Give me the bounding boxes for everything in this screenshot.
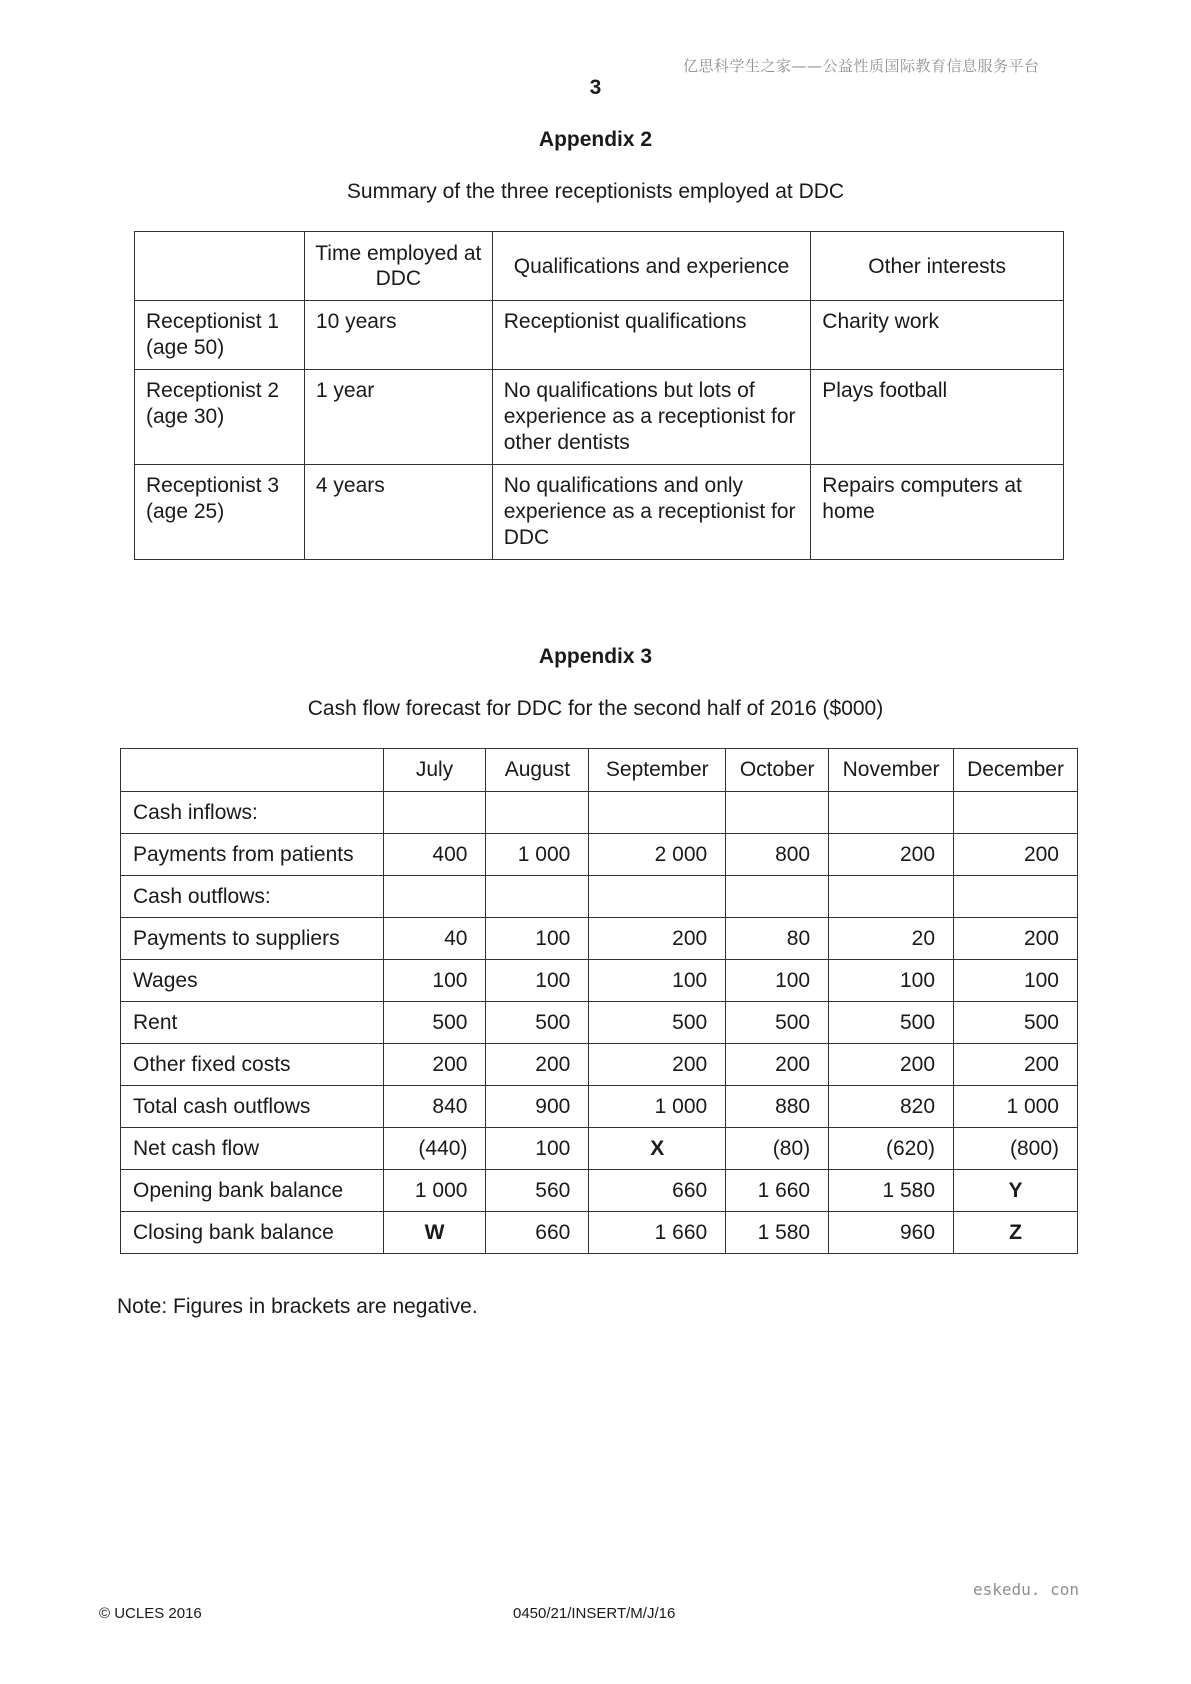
value-cell: 100 <box>954 960 1078 1002</box>
value-cell: 200 <box>829 834 954 876</box>
table-row <box>121 834 1078 876</box>
value-cell: 200 <box>486 1044 589 1086</box>
other-interests: Repairs computers at home <box>811 465 1064 560</box>
watermark-bottom: eskedu. con <box>973 1580 1079 1599</box>
value-cell: 1 000 <box>486 834 589 876</box>
value-cell: 800 <box>726 834 829 876</box>
header-month: September <box>589 749 726 792</box>
table-row <box>121 1086 1078 1128</box>
value-cell: 500 <box>829 1002 954 1044</box>
receptionist-name: Receptionist 1 (age 50) <box>135 301 305 370</box>
receptionist-name: Receptionist 3 (age 25) <box>135 465 305 560</box>
cash-flow-table <box>120 748 1078 1254</box>
value-cell: 660 <box>486 1212 589 1254</box>
value-cell: 100 <box>486 960 589 1002</box>
value-cell: 1 000 <box>589 1086 726 1128</box>
unknown-value-cell: Y <box>954 1170 1078 1212</box>
value-cell: 100 <box>383 960 486 1002</box>
header-empty <box>121 749 384 792</box>
value-cell: 1 660 <box>589 1212 726 1254</box>
row-label: Payments from patients <box>121 834 384 876</box>
value-cell: 1 580 <box>726 1212 829 1254</box>
footer-copyright: © UCLES 2016 <box>99 1605 202 1622</box>
row-label: Wages <box>121 960 384 1002</box>
header-month: October <box>726 749 829 792</box>
row-label: Net cash flow <box>121 1128 384 1170</box>
table-header-row <box>121 749 1078 792</box>
header-qualifications: Qualifications and experience <box>492 232 811 301</box>
value-cell: 200 <box>589 918 726 960</box>
value-cell: 80 <box>726 918 829 960</box>
appendix2-heading: Appendix 2 <box>538 128 653 151</box>
qualifications: Receptionist qualifications <box>492 301 811 370</box>
table-row <box>121 1128 1078 1170</box>
value-cell: (620) <box>829 1128 954 1170</box>
row-label: Opening bank balance <box>121 1170 384 1212</box>
unknown-value-cell: W <box>383 1212 486 1254</box>
table-row <box>121 1044 1078 1086</box>
value-cell: 100 <box>726 960 829 1002</box>
header-month: August <box>486 749 589 792</box>
value-cell: 2 000 <box>589 834 726 876</box>
row-label: Payments to suppliers <box>121 918 384 960</box>
table-row <box>121 876 1078 918</box>
value-cell: 20 <box>829 918 954 960</box>
table-row <box>121 1170 1078 1212</box>
time-employed: 4 years <box>304 465 492 560</box>
value-cell: 200 <box>954 834 1078 876</box>
value-cell: 40 <box>383 918 486 960</box>
value-cell: (440) <box>383 1128 486 1170</box>
value-cell: 1 660 <box>726 1170 829 1212</box>
footer-code: 0450/21/INSERT/M/J/16 <box>513 1605 676 1622</box>
value-cell: 500 <box>954 1002 1078 1044</box>
value-cell <box>589 876 726 918</box>
time-employed: 1 year <box>304 370 492 465</box>
header-other-interests: Other interests <box>811 232 1064 301</box>
table-row <box>121 918 1078 960</box>
table-row <box>135 370 1064 465</box>
value-cell: 200 <box>954 1044 1078 1086</box>
value-cell <box>829 792 954 834</box>
value-cell: 840 <box>383 1086 486 1128</box>
table-row <box>135 301 1064 370</box>
unknown-value-cell: X <box>589 1128 726 1170</box>
appendix3-heading: Appendix 3 <box>538 645 653 668</box>
value-cell: 500 <box>589 1002 726 1044</box>
table-header-row <box>135 232 1064 301</box>
header-month: July <box>383 749 486 792</box>
value-cell: (80) <box>726 1128 829 1170</box>
value-cell <box>383 876 486 918</box>
value-cell: 500 <box>383 1002 486 1044</box>
unknown-value-cell: Z <box>954 1212 1078 1254</box>
header-month: November <box>829 749 954 792</box>
value-cell <box>829 876 954 918</box>
value-cell <box>383 792 486 834</box>
appendix2-subtitle: Summary of the three receptionists employed at DDC <box>346 180 845 203</box>
table-row <box>121 1002 1078 1044</box>
header-time-employed: Time employed at DDC <box>304 232 492 301</box>
value-cell: (800) <box>954 1128 1078 1170</box>
value-cell: 100 <box>486 1128 589 1170</box>
value-cell: 200 <box>383 1044 486 1086</box>
value-cell: 880 <box>726 1086 829 1128</box>
watermark-top: 亿思科学生之家——公益性质国际教育信息服务平台 <box>683 57 1040 75</box>
value-cell: 960 <box>829 1212 954 1254</box>
receptionist-name: Receptionist 2 (age 30) <box>135 370 305 465</box>
value-cell <box>726 792 829 834</box>
value-cell: 400 <box>383 834 486 876</box>
value-cell <box>486 876 589 918</box>
value-cell: 100 <box>486 918 589 960</box>
table-row <box>135 465 1064 560</box>
value-cell: 100 <box>589 960 726 1002</box>
value-cell: 1 000 <box>383 1170 486 1212</box>
receptionists-table <box>134 231 1064 560</box>
table-row <box>121 792 1078 834</box>
value-cell: 200 <box>954 918 1078 960</box>
value-cell <box>486 792 589 834</box>
value-cell: 1 580 <box>829 1170 954 1212</box>
value-cell: 500 <box>726 1002 829 1044</box>
value-cell <box>726 876 829 918</box>
value-cell: 560 <box>486 1170 589 1212</box>
value-cell <box>589 792 726 834</box>
other-interests: Charity work <box>811 301 1064 370</box>
value-cell: 500 <box>486 1002 589 1044</box>
row-label: Other fixed costs <box>121 1044 384 1086</box>
page-number: 3 <box>589 76 602 99</box>
qualifications: No qualifications but lots of experience as a receptionist for other dentists <box>492 370 811 465</box>
row-label: Cash inflows: <box>121 792 384 834</box>
value-cell: 820 <box>829 1086 954 1128</box>
note: Note: Figures in brackets are negative. <box>117 1295 478 1318</box>
value-cell: 900 <box>486 1086 589 1128</box>
value-cell: 200 <box>589 1044 726 1086</box>
header-month: December <box>954 749 1078 792</box>
time-employed: 10 years <box>304 301 492 370</box>
value-cell: 660 <box>589 1170 726 1212</box>
other-interests: Plays football <box>811 370 1064 465</box>
qualifications: No qualifications and only experience as a receptionist for DDC <box>492 465 811 560</box>
value-cell <box>954 876 1078 918</box>
row-label: Rent <box>121 1002 384 1044</box>
table-row <box>121 960 1078 1002</box>
value-cell: 100 <box>829 960 954 1002</box>
row-label: Closing bank balance <box>121 1212 384 1254</box>
value-cell: 200 <box>726 1044 829 1086</box>
appendix3-subtitle: Cash flow forecast for DDC for the second half of 2016 ($000) <box>307 697 884 720</box>
value-cell: 200 <box>829 1044 954 1086</box>
row-label: Cash outflows: <box>121 876 384 918</box>
table-row <box>121 1212 1078 1254</box>
value-cell <box>954 792 1078 834</box>
row-label: Total cash outflows <box>121 1086 384 1128</box>
header-empty <box>135 232 305 301</box>
value-cell: 1 000 <box>954 1086 1078 1128</box>
